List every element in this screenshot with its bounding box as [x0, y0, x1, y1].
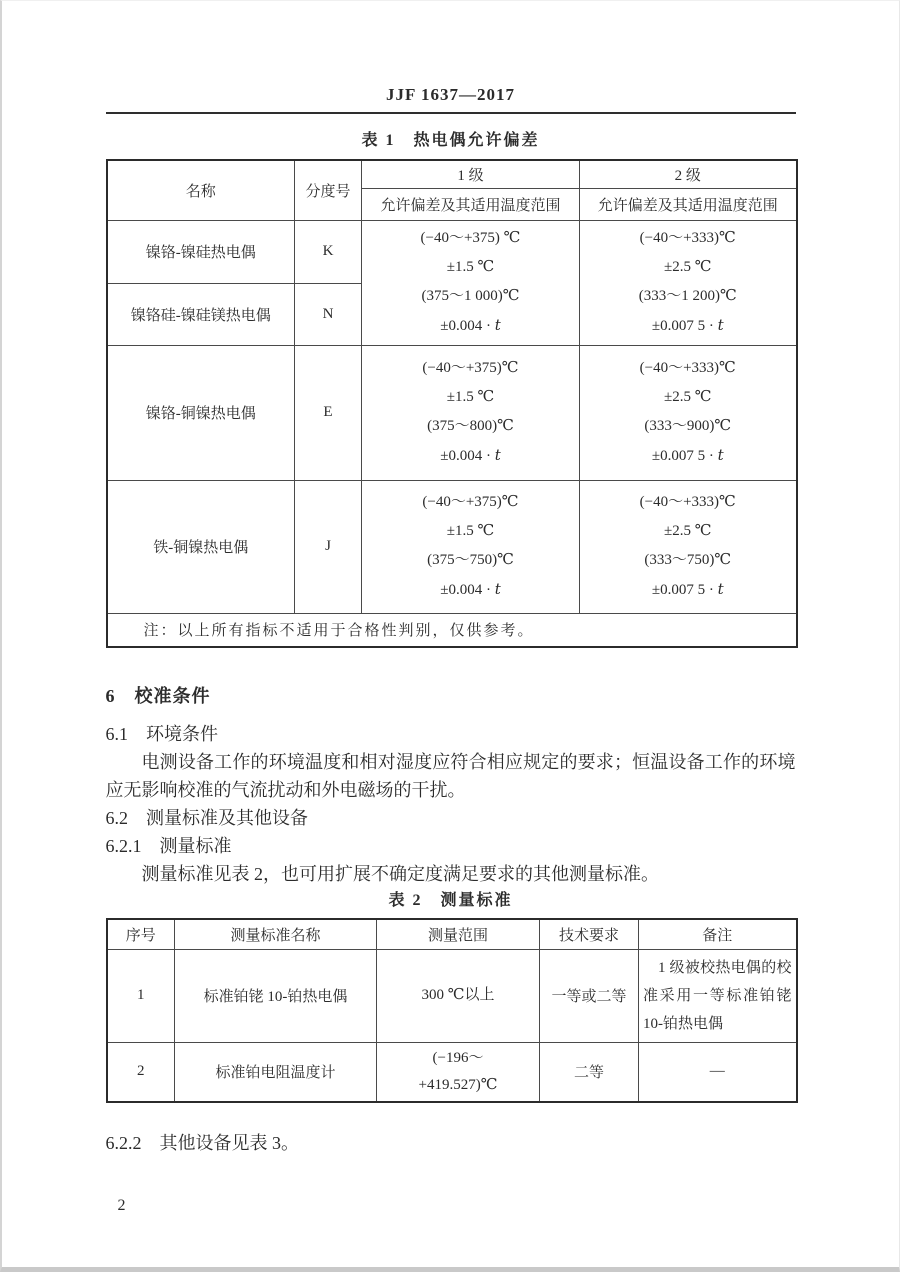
temp-range-line: (333～1 200)℃: [638, 288, 737, 304]
temp-range-line: (−40～+333)℃: [639, 230, 736, 246]
formula-line: [584, 575, 792, 605]
tolerance-cell-kn-class2: [580, 220, 797, 345]
section-6-heading: 6 校准条件: [105, 686, 211, 706]
table2-header-standard-name: 测量标准名称: [175, 919, 377, 949]
formula-variable: t: [494, 446, 501, 464]
formula-variable: t: [494, 580, 501, 598]
table2-row-2: [107, 1042, 797, 1102]
tolerance-cell-e-class2: [580, 345, 797, 480]
table1-header-class1: 1 级: [362, 160, 580, 188]
formula-variable: t: [717, 580, 724, 598]
table1-row-type-e: [107, 345, 797, 480]
requirement-cell: 一等或二等: [540, 949, 639, 1042]
temp-range-line: (−40～+333)℃: [639, 360, 736, 376]
header-rule: [106, 112, 796, 114]
table2-header-no: 序号: [107, 919, 175, 949]
range-cell: [377, 1042, 540, 1102]
table1-row-type-j: [107, 480, 797, 613]
tolerance-cell-j-class1: [362, 480, 580, 613]
table1-header-graduation: 分度号: [295, 160, 362, 220]
range-line: +419.527)℃: [418, 1076, 498, 1093]
thermocouple-name-cell: 镍铬硅-镍硅镁热电偶: [107, 283, 295, 345]
table2-header-range: 测量范围: [377, 919, 540, 949]
remark-cell: —: [639, 1042, 797, 1102]
requirement-cell: 二等: [540, 1042, 639, 1102]
table2-measurement-standards: [106, 918, 798, 1103]
thermocouple-name-cell: 镍铬-铜镍热电偶: [107, 345, 295, 480]
table2-title: 表 2 测量标准: [388, 892, 513, 909]
table1-note: 注：以上所有指标不适用于合格性判别，仅供参考。: [107, 613, 797, 647]
row-number-cell: 1: [107, 949, 175, 1042]
graduation-cell: J: [295, 480, 362, 613]
temp-range-line: (333～750)℃: [644, 552, 732, 568]
section-6-2-2-line: 6.2.2 其他设备见表 3。: [105, 1132, 299, 1153]
temp-range-line: (−40～+375)℃: [422, 494, 519, 510]
section-6-1-paragraph: 电测设备工作的环境温度和相对湿度应符合相应规定的要求；恒温设备工作的环境应无影响校准的气流扰动和外电磁场的干扰。: [105, 752, 796, 800]
table2-header-remark: 备注: [639, 919, 797, 949]
formula-line: [366, 311, 575, 341]
formula-line: [366, 575, 575, 605]
temp-range-line: (375～800)℃: [427, 418, 514, 434]
page-number: 2: [117, 1196, 126, 1214]
table1-thermocouple-tolerances: [106, 159, 798, 648]
section-6-2-heading: 6.2 测量标准及其他设备: [105, 808, 308, 828]
tolerance-cell-e-class1: [362, 345, 580, 480]
tolerance-line: ±2.5 ℃: [663, 259, 712, 275]
range-line: (−196～: [432, 1049, 484, 1066]
table1-header-tolerance-class1: 允许偏差及其适用温度范围: [362, 188, 580, 220]
table1-header-name: 名称: [107, 160, 295, 220]
standard-name-cell: 标准铂铑 10-铂热电偶: [175, 949, 377, 1042]
temp-range-line: (375～1 000)℃: [421, 288, 520, 304]
thermocouple-name-cell: 铁-铜镍热电偶: [107, 480, 295, 613]
tolerance-cell-j-class2: [580, 480, 797, 613]
range-line: 300 ℃以上: [421, 987, 495, 1003]
temp-range-line: (−40～+375) ℃: [420, 230, 521, 246]
formula-line: [584, 441, 792, 471]
table1-header-tolerance-class2: 允许偏差及其适用温度范围: [580, 188, 797, 220]
temp-range-line: (−40～+375)℃: [422, 360, 519, 376]
formula-variable: t: [494, 316, 501, 334]
formula-line: [366, 441, 575, 471]
table1-header-row-1: [107, 160, 797, 188]
page-content: [106, 1, 796, 1215]
tolerance-line: ±2.5 ℃: [663, 389, 712, 405]
tolerance-line: ±2.5 ℃: [663, 523, 712, 539]
section-6-1-heading: 6.1 环境条件: [105, 724, 218, 744]
table1-row-type-k: [107, 220, 797, 283]
section-6-2-1-heading: 6.2.1 测量标准: [105, 836, 232, 856]
formula-prefix: ±0.004 ·: [440, 582, 495, 598]
section-6-2-1-paragraph: 测量标准见表 2，也可用扩展不确定度满足要求的其他测量标准。: [141, 864, 659, 884]
formula-prefix: ±0.007 5 ·: [651, 582, 718, 598]
formula-variable: t: [717, 316, 724, 334]
temp-range-line: (−40～+333)℃: [639, 494, 736, 510]
range-cell: [377, 949, 540, 1042]
formula-prefix: ±0.007 5 ·: [651, 318, 718, 334]
table2-header-row: [107, 919, 797, 949]
temp-range-line: (375～750)℃: [427, 552, 514, 568]
tolerance-line: ±1.5 ℃: [446, 523, 495, 539]
formula-prefix: ±0.004 ·: [440, 318, 495, 334]
document-header: JJF 1637—2017: [385, 85, 515, 104]
graduation-cell: E: [295, 345, 362, 480]
row-number-cell: 2: [107, 1042, 175, 1102]
table1-note-row: [107, 613, 797, 647]
tolerance-line: ±1.5 ℃: [446, 389, 495, 405]
graduation-cell: N: [295, 283, 362, 345]
temp-range-line: (333～900)℃: [644, 418, 732, 434]
graduation-cell: K: [295, 220, 362, 283]
thermocouple-name-cell: 镍铬-镍硅热电偶: [107, 220, 295, 283]
tolerance-cell-kn-class1: [362, 220, 580, 345]
table2-row-1: [107, 949, 797, 1042]
table1-title: 表 1 热电偶允许偏差: [361, 132, 540, 149]
standard-name-cell: 标准铂电阻温度计: [175, 1042, 377, 1102]
formula-prefix: ±0.007 5 ·: [651, 448, 718, 464]
remark-cell: 1 级被校热电偶的校准采用一等标准铂铑 10-铂热电偶: [639, 949, 797, 1042]
tolerance-line: ±1.5 ℃: [446, 259, 495, 275]
formula-prefix: ±0.004 ·: [440, 448, 495, 464]
table1-header-class2: 2 级: [580, 160, 797, 188]
table2-header-requirement: 技术要求: [540, 919, 639, 949]
formula-line: [584, 311, 792, 341]
formula-variable: t: [717, 446, 724, 464]
